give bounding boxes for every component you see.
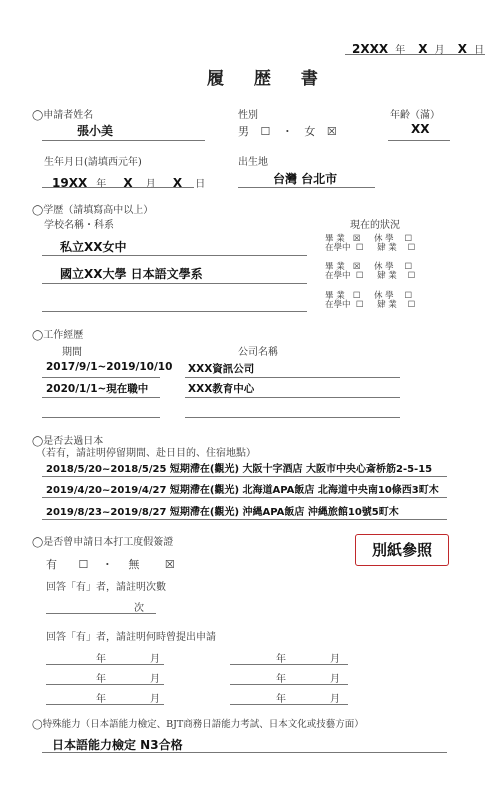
skills-value: 日本語能力檢定 N3合格 [52, 738, 183, 752]
age-label: 年齢（滿） [390, 110, 440, 121]
status-grad-box[interactable]: ☒ [352, 234, 361, 244]
app-date-row: 年 月 [276, 674, 340, 685]
status-leave-box[interactable]: ☐ [404, 291, 413, 301]
status-dropped-box[interactable]: ☐ [407, 242, 416, 253]
app-date-row: 年 月 [96, 654, 160, 665]
holiday-no-checkbox[interactable]: ☒ [164, 558, 175, 571]
status-enrolled-box[interactable]: ☐ [355, 242, 364, 253]
birthplace-label: 出生地 [238, 157, 268, 168]
app-date-row: 年 月 [96, 694, 160, 705]
work-company-1: XXX資訊公司 [188, 363, 255, 375]
app-date-row: 年 月 [276, 694, 340, 705]
gender-male-checkbox[interactable]: ☐ [260, 125, 271, 138]
page-title: 履 歴 書 [207, 69, 330, 89]
status-grad-box[interactable]: ☐ [352, 291, 361, 301]
work-section-label: ◯工作經歷 [32, 330, 84, 341]
header-date: 2XXX 年 X 月 X 日 [352, 42, 485, 56]
status-grad-box[interactable]: ☒ [352, 262, 361, 272]
status-block: 畢 業 ☐ 休 學 ☐ 在學中 ☐ 肄 業 ☐ [325, 291, 416, 310]
birth-date: 19XX 年 X 月 X 日 [52, 176, 206, 190]
status-leave-box[interactable]: ☐ [404, 234, 413, 244]
birthplace-value: 台灣 台北市 [273, 172, 338, 186]
work-period-1: 2017/9/1~2019/10/10 [46, 361, 173, 373]
name-value: 張小美 [77, 124, 114, 138]
holiday-options: 有 ☐ ・ 無 ☒ [46, 558, 175, 571]
date-underline [345, 54, 485, 55]
app-date-row: 年 月 [96, 674, 160, 685]
age-value: XX [411, 122, 430, 136]
company-label: 公司名稱 [238, 347, 278, 358]
school-label: 学校名稱・科系 [44, 220, 114, 231]
status-block: 畢 業 ☒ 休 學 ☐ 在學中 ☐ 肄 業 ☐ [325, 234, 416, 253]
japan-note: （若有，請註明停留期間、赴日目的、住宿地點） [36, 448, 256, 459]
education-section-label: ◯学歴（請填寫高中以上） [32, 205, 154, 216]
work-period-2: 2020/1/1~現在職中 [46, 383, 149, 395]
japan-row-2: 2019/4/20~2019/4/27 短期滯在(觀光) 北海道APA飯店 北海道中央南10條西3町木 [46, 485, 439, 496]
japan-row-3: 2019/8/23~2019/8/27 短期滯在(觀光) 沖縄APA飯店 沖縄旅館10號5町木 [46, 507, 399, 518]
gender-label: 性別 [238, 110, 258, 121]
count-unit: 次 [134, 603, 144, 614]
japan-section-label: ◯是否去過日本 [32, 436, 104, 447]
work-company-2: XXX教育中心 [188, 383, 255, 395]
japan-row-1: 2018/5/20~2018/5/25 短期滯在(觀光) 大阪十字酒店 大阪市中央心斎桥筋2-5-15 [46, 464, 433, 475]
count-prompt: 回答「有」者，請註明次數 [46, 582, 166, 593]
status-enrolled-box[interactable]: ☐ [355, 299, 364, 310]
name-label: ◯申請者姓名 [32, 110, 94, 121]
skills-section-label: ◯特殊能力（日本語能力檢定、BJT商務日語能力考試、日本文化或技藝方面） [32, 719, 364, 730]
when-prompt: 回答「有」者，請註明何時曾提出申請 [46, 632, 216, 643]
status-dropped-box[interactable]: ☐ [407, 270, 416, 281]
school-1: 私立XX女中 [60, 240, 127, 254]
status-block: 畢 業 ☒ 休 學 ☐ 在學中 ☐ 肄 業 ☐ [325, 262, 416, 281]
gender-female-checkbox[interactable]: ☒ [326, 125, 337, 138]
period-label: 期間 [62, 347, 82, 358]
status-enrolled-box[interactable]: ☐ [355, 270, 364, 281]
date-year: 2XXX [352, 42, 389, 56]
date-month: X [418, 42, 428, 56]
attachment-stamp: 別紙參照 [355, 534, 449, 566]
date-day: X [457, 42, 468, 56]
status-dropped-box[interactable]: ☐ [407, 299, 416, 310]
holiday-yes-checkbox[interactable]: ☐ [78, 558, 89, 571]
gender-options: 男 ☐ ・ 女 ☒ [238, 125, 337, 138]
status-label: 現在的狀況 [350, 220, 400, 231]
holiday-section-label: ◯是否曾申請日本打工度假簽證 [32, 537, 174, 548]
app-date-row: 年 月 [276, 654, 340, 665]
birth-label: 生年月日(請填西元年) [44, 157, 142, 168]
status-leave-box[interactable]: ☐ [404, 262, 413, 272]
school-2: 國立XX大學 日本語文學系 [60, 267, 203, 281]
